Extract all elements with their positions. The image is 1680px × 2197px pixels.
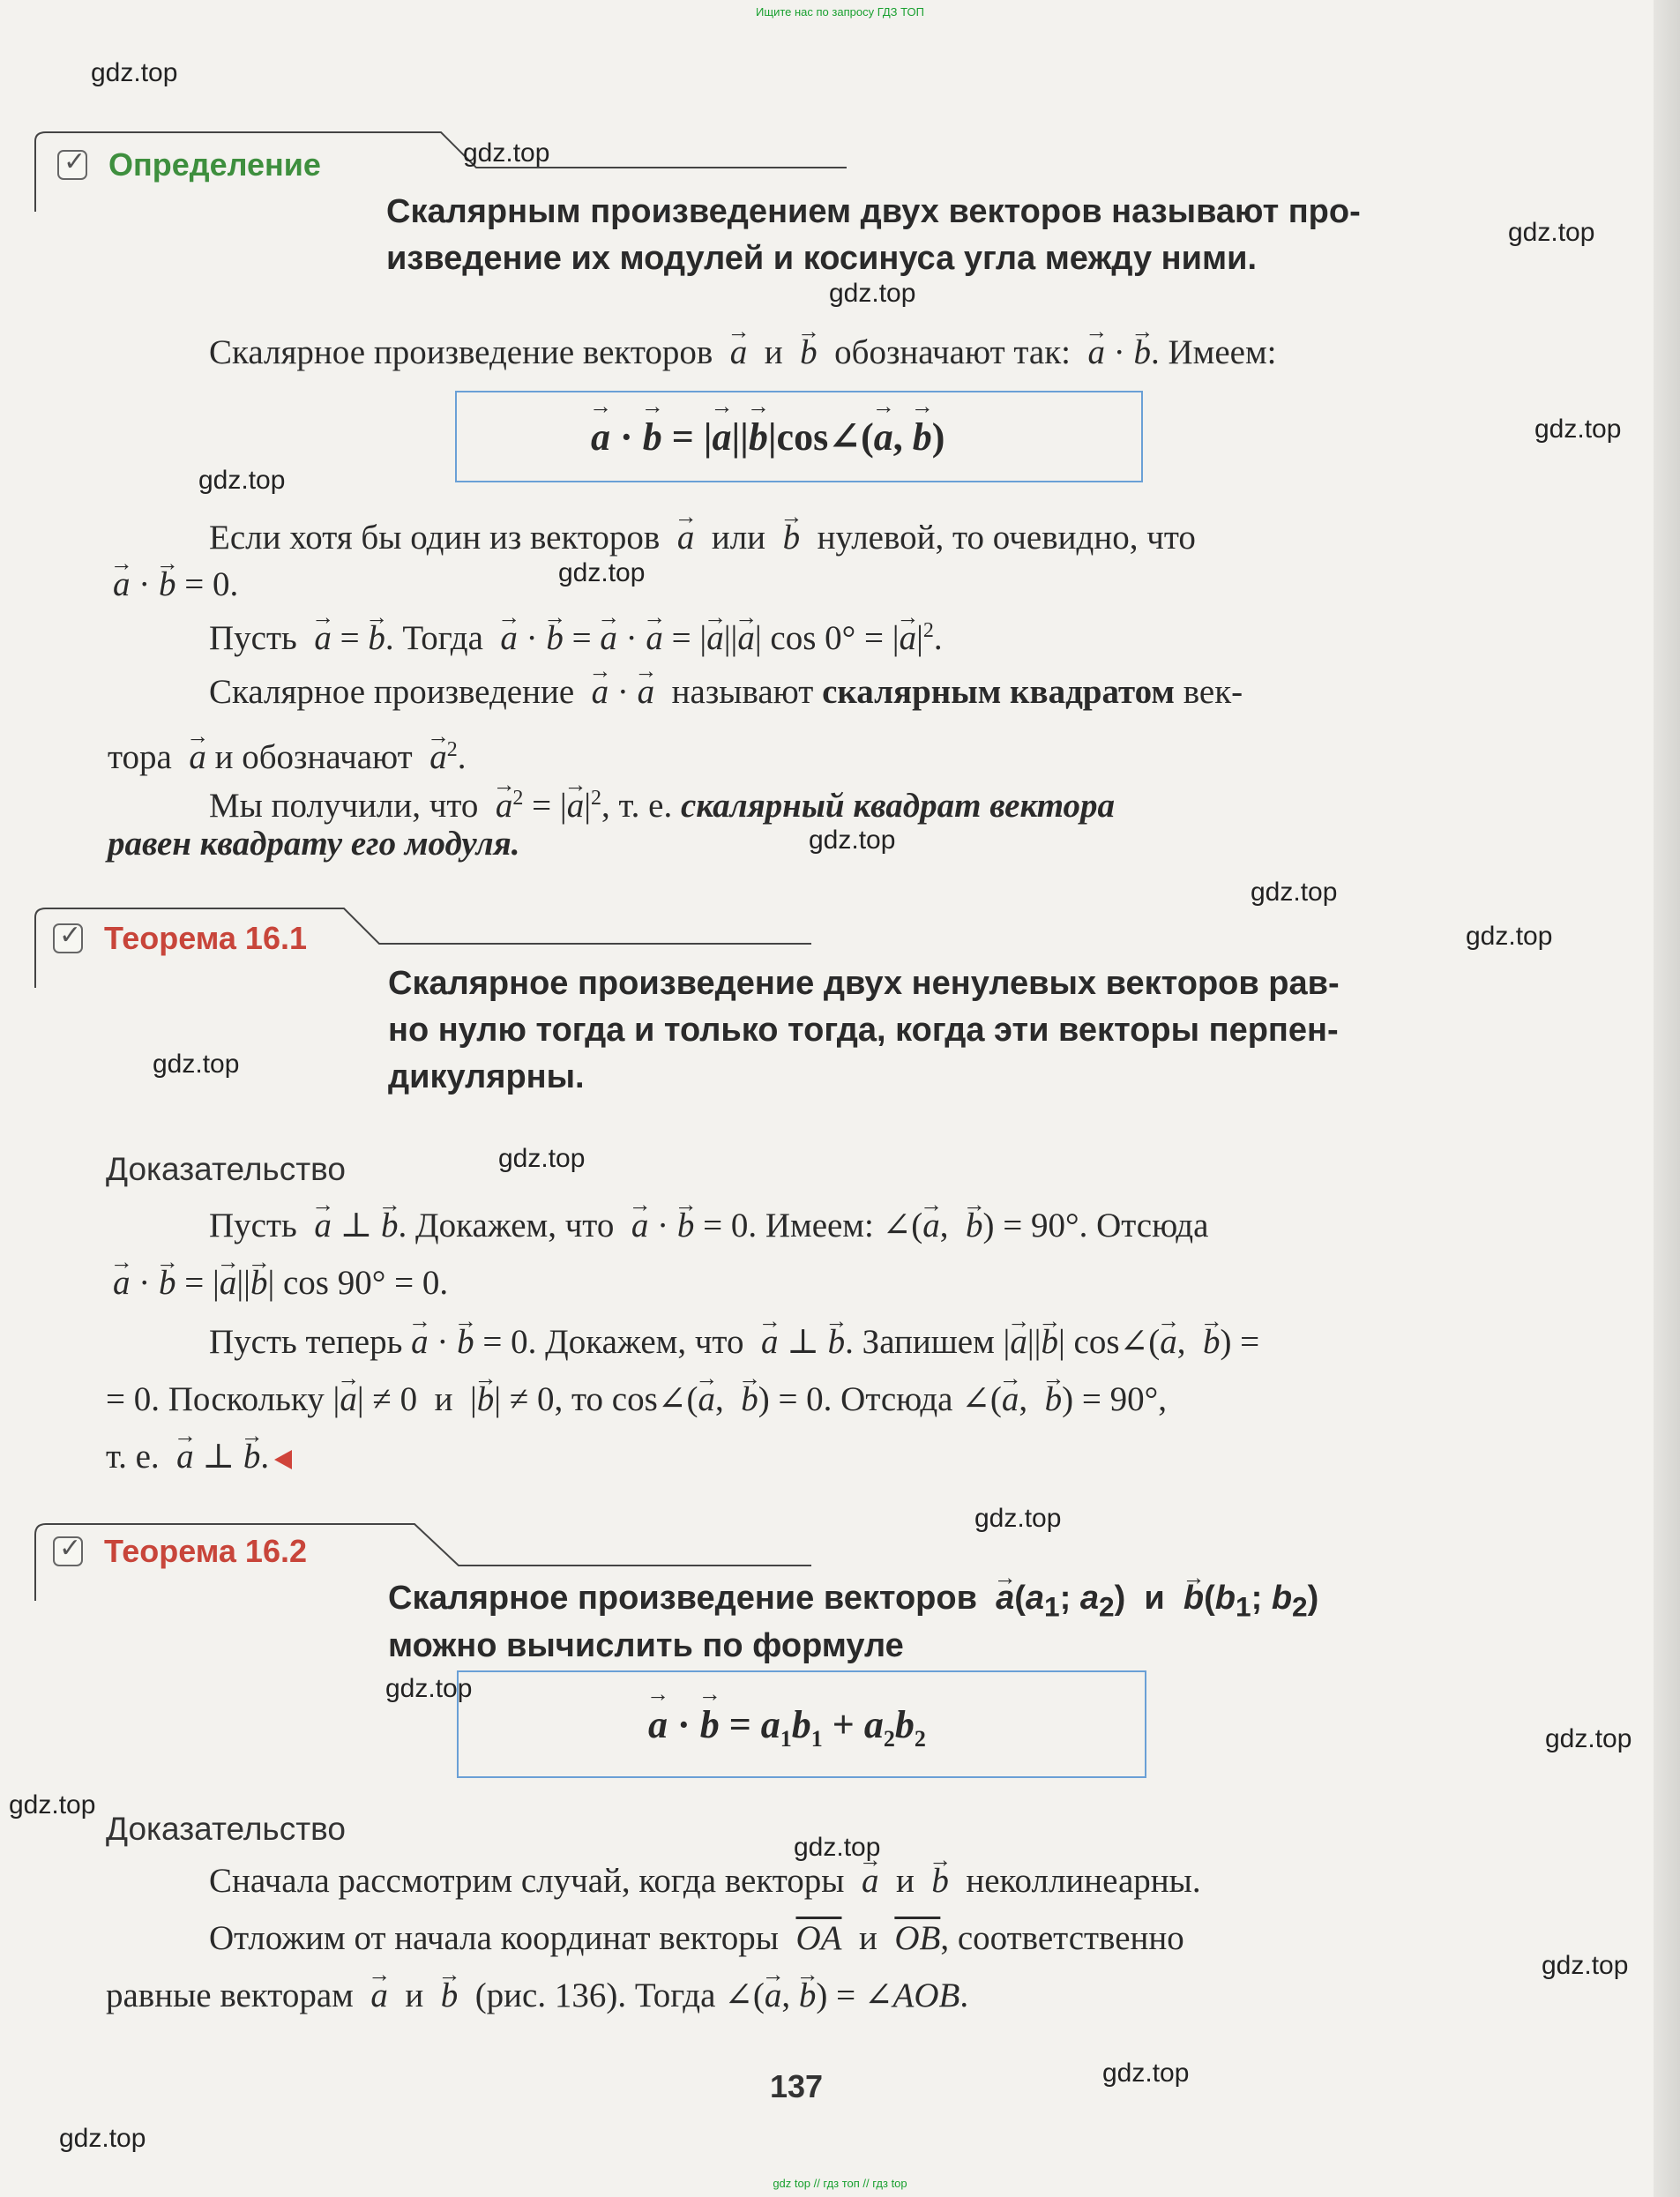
watermark: gdz.top	[9, 1790, 96, 1820]
theorem-16-2-text-2: можно вычислить по формуле	[388, 1627, 904, 1664]
checkmark-icon: ✓	[57, 150, 87, 180]
watermark: gdz.top	[153, 1050, 240, 1079]
watermark: gdz.top	[1545, 1724, 1632, 1753]
bottom-note: gdz top // гдз топ // гдз top	[773, 2177, 907, 2190]
watermark: gdz.top	[1251, 878, 1338, 907]
watermark: gdz.top	[385, 1674, 473, 1703]
paragraph-result: Мы получили, что → $a^2$ = |→ $a|^2$, т. е. скалярный квадрат вектора	[209, 776, 1115, 828]
proof-2-line-3: равные векторам → a и → b (рис. 136). Тогда ∠(→ a, → b) = ∠AOB.	[106, 1974, 968, 2018]
definition-text-line-1: Скалярным произведением двух векторов называют про-	[386, 193, 1361, 230]
proof-2-line-1: Сначала рассмотрим случай, когда векторы → a и → b неколлинеарны.	[209, 1859, 1201, 1903]
paragraph-scalar-square: Скалярное произведение → a · → a называют скалярным квадратом век-	[209, 670, 1243, 714]
watermark: gdz.top	[809, 826, 896, 855]
theorem-16-1-text-3: дикулярны.	[388, 1058, 585, 1095]
theorem-16-1-text-1: Скалярное произведение двух ненулевых векторов рав-	[388, 965, 1340, 1002]
proof-label: Доказательство	[106, 1151, 346, 1187]
paragraph-scalar-square-line-2: тора → a и обозначают → $a^2$.	[108, 728, 466, 780]
watermark: gdz.top	[829, 279, 916, 308]
watermark: gdz.top	[1466, 922, 1553, 951]
end-of-proof-icon	[274, 1450, 292, 1469]
definition-text-line-2: изведение их модулей и косинуса угла между ними.	[386, 240, 1257, 277]
watermark: gdz.top	[198, 466, 286, 495]
watermark: gdz.top	[59, 2124, 146, 2153]
paragraph-zero-vector-line-2: → a · → b = 0.	[113, 563, 238, 607]
watermark: gdz.top	[1102, 2059, 1190, 2088]
checkmark-icon: ✓	[53, 1536, 83, 1566]
theorem-16-2-text-1: Скалярное произведение векторов → $a(a_1$; $a_2$) $и \to b(b_1$; $b_2$)	[388, 1575, 1318, 1631]
proof-1-line-5: т. е. → a ⊥ → b.	[106, 1435, 292, 1479]
paragraph-a-equals-b: Пусть → a = → b. Тогда → a · → b = → a · → a = |→ a||→ a| cos 0° = |→ $a|^2$.	[209, 609, 943, 661]
formula-coordinates: → a · → $b = a_1b_1 + a_2b_2$	[648, 1702, 926, 1752]
watermark: gdz.top	[558, 558, 646, 587]
watermark: gdz.top	[91, 58, 178, 87]
watermark: gdz.top	[1542, 1951, 1629, 1980]
checkmark-icon: ✓	[53, 923, 83, 953]
theorem-16-2-heading: Теорема 16.2	[104, 1533, 307, 1569]
watermark: gdz.top	[794, 1833, 881, 1862]
definition-heading: Определение	[108, 146, 321, 183]
proof-1-line-3: Пусть теперь → a · → b = 0. Докажем, что → a ⊥ → b. Запишем |→ a||→ b| cos∠(→ a, → b) =	[209, 1320, 1259, 1364]
page-number: 137	[770, 2068, 824, 2104]
proof-2-line-2: Отложим от начала координат векторы $\overline{OA}$ и $\overline{OB}$, соответственно	[209, 1919, 1184, 1957]
theorem-16-1-heading: Теорема 16.1	[104, 920, 307, 956]
paragraph-notation: Скалярное произведение векторов → a и → b обозначают так: → a · → b. Имеем:	[209, 331, 1276, 375]
watermark: gdz.top	[1508, 218, 1595, 247]
watermark: gdz.top	[498, 1144, 586, 1173]
watermark: gdz.top	[974, 1504, 1062, 1533]
proof-1-line-1: Пусть → a ⊥ → b. Докажем, что → a · → b = 0. Имеем: ∠(→ a, → b) = 90°. Отсюда	[209, 1204, 1208, 1248]
proof-label: Доказательство	[106, 1811, 346, 1847]
proof-1-line-2: → a · → b = |→ a||→ b| cos 90° = 0.	[113, 1261, 448, 1305]
watermark: gdz.top	[1534, 415, 1622, 444]
proof-1-line-4: = 0. Поскольку |→ a| ≠ 0 и |→ b| ≠ 0, то cos∠(→ a, → b) = 0. Отсюда ∠(→ a, → b) = 90°,	[106, 1378, 1167, 1422]
theorem-16-1-text-2: но нулю тогда и только тогда, когда эти векторы перпен-	[388, 1012, 1339, 1049]
paragraph-result-line-2: равен квадрату его модуля.	[108, 825, 520, 863]
paragraph-zero-vector: Если хотя бы один из векторов → a или → b нулевой, то очевидно, что	[209, 516, 1196, 560]
formula-dot-product-cos: → a · → b = |→ a||→ b|cos∠(→ a, → b)	[591, 415, 945, 460]
watermark: gdz.top	[463, 138, 550, 168]
top-note: Ищите нас по запросу ГДЗ ТОП	[756, 5, 924, 19]
